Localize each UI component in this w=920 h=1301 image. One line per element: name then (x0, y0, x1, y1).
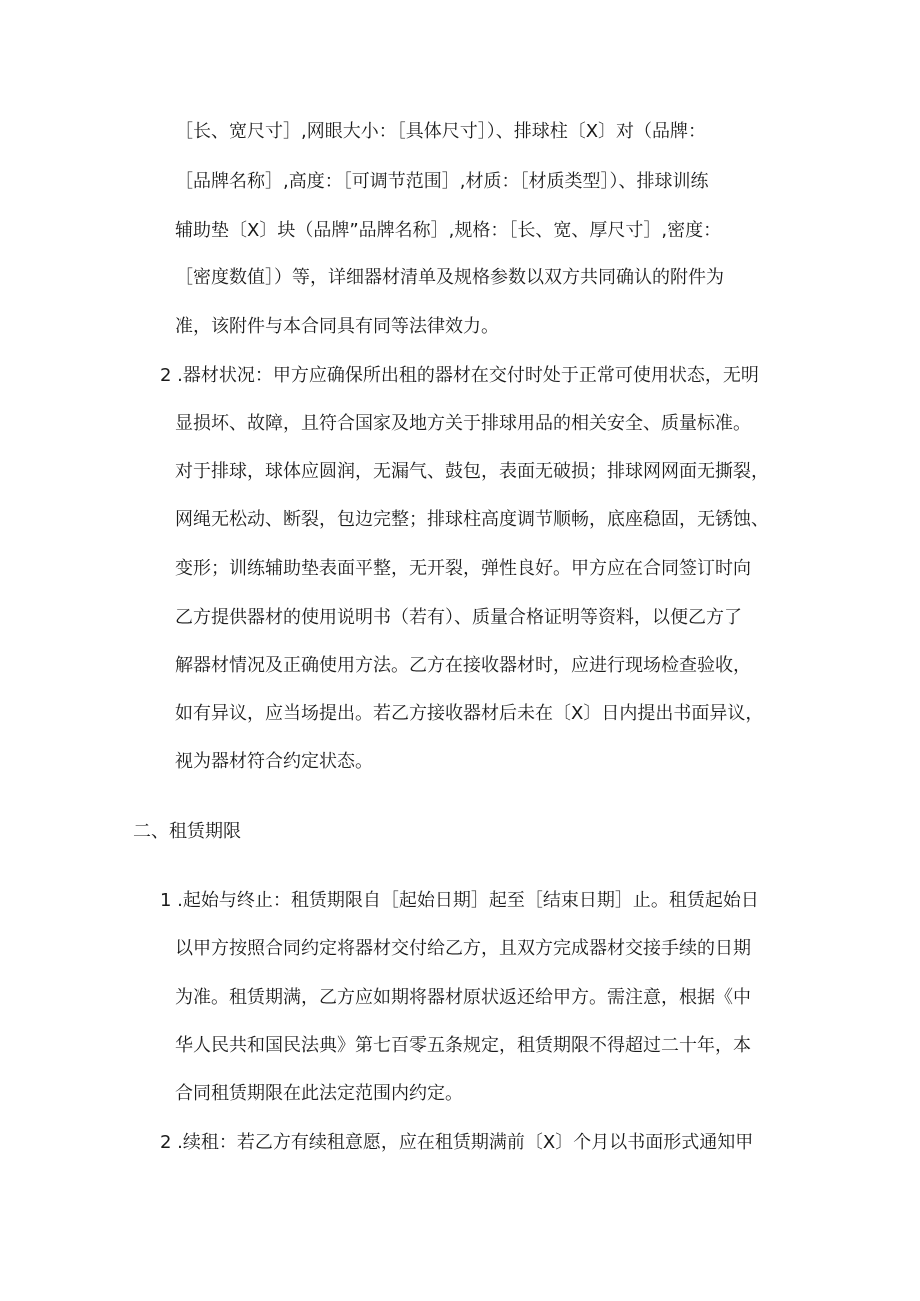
text-line: ［品牌名称］,高度：［可调节范围］,材质：［材质类型］）、排球训练 (175, 171, 709, 192)
text-line: 合同租赁期限在此法定范围内约定。 (175, 1083, 463, 1104)
text-line: 乙方提供器材的使用说明书（若有）、质量合格证明等资料，以便乙方了 (175, 607, 742, 628)
text-line: 准，该附件与本合同具有同等法律效力。 (175, 316, 499, 337)
text-line: 2 .续租：若乙方有续租意愿，应在租赁期满前〔X〕个月以书面形式通知甲 (160, 1132, 754, 1153)
text-line: 为准。租赁期满，乙方应如期将器材原状返还给甲方。需注意，根据《中 (175, 987, 751, 1008)
text-line: 华人民共和国民法典》第七百零五条规定，租赁期限不得超过二十年，本 (175, 1035, 751, 1056)
section-heading: 二、租赁期限 (133, 821, 241, 842)
text-line: 以甲方按照合同约定将器材交付给乙方，且双方完成器材交接手续的日期 (175, 938, 751, 959)
text-line: 变形；训练辅助垫表面平整，无开裂，弹性良好。甲方应在合同签订时向 (175, 558, 751, 579)
text-line: 如有异议，应当场提出。若乙方接收器材后未在〔X〕日内提出书面异议， (175, 703, 764, 724)
text-line: 显损坏、故障，且符合国家及地方关于排球用品的相关安全、质量标准。 (175, 413, 751, 434)
text-line: 对于排球，球体应圆润，无漏气、鼓包，表面无破损；排球网网面无撕裂， (175, 461, 769, 482)
text-line: 辅助垫〔X〕块（品牌”品牌名称］,规格：［长、宽、厚尺寸］,密度： (175, 220, 722, 241)
text-line: 解器材情况及正确使用方法。乙方在接收器材时，应进行现场检查验收， (175, 655, 751, 676)
text-line: 2 .器材状况：甲方应确保所出租的器材在交付时处于正常可使用状态，无明 (160, 365, 759, 386)
text-line: 网绳无松动、断裂，包边完整；排球柱高度调节顺畅，底座稳固，无锈蚀、 (175, 509, 769, 530)
text-line: ［长、宽尺寸］,网眼大小：［具体尺寸］）、排球柱〔X〕对（品牌： (175, 121, 707, 142)
text-line: 视为器材符合约定状态。 (175, 751, 373, 772)
text-line: ［密度数值］）等，详细器材清单及规格参数以双方共同确认的附件为 (175, 267, 724, 288)
text-line: 1 .起始与终止：租赁期限自［起始日期］起至［结束日期］止。租赁起始日 (160, 890, 759, 911)
